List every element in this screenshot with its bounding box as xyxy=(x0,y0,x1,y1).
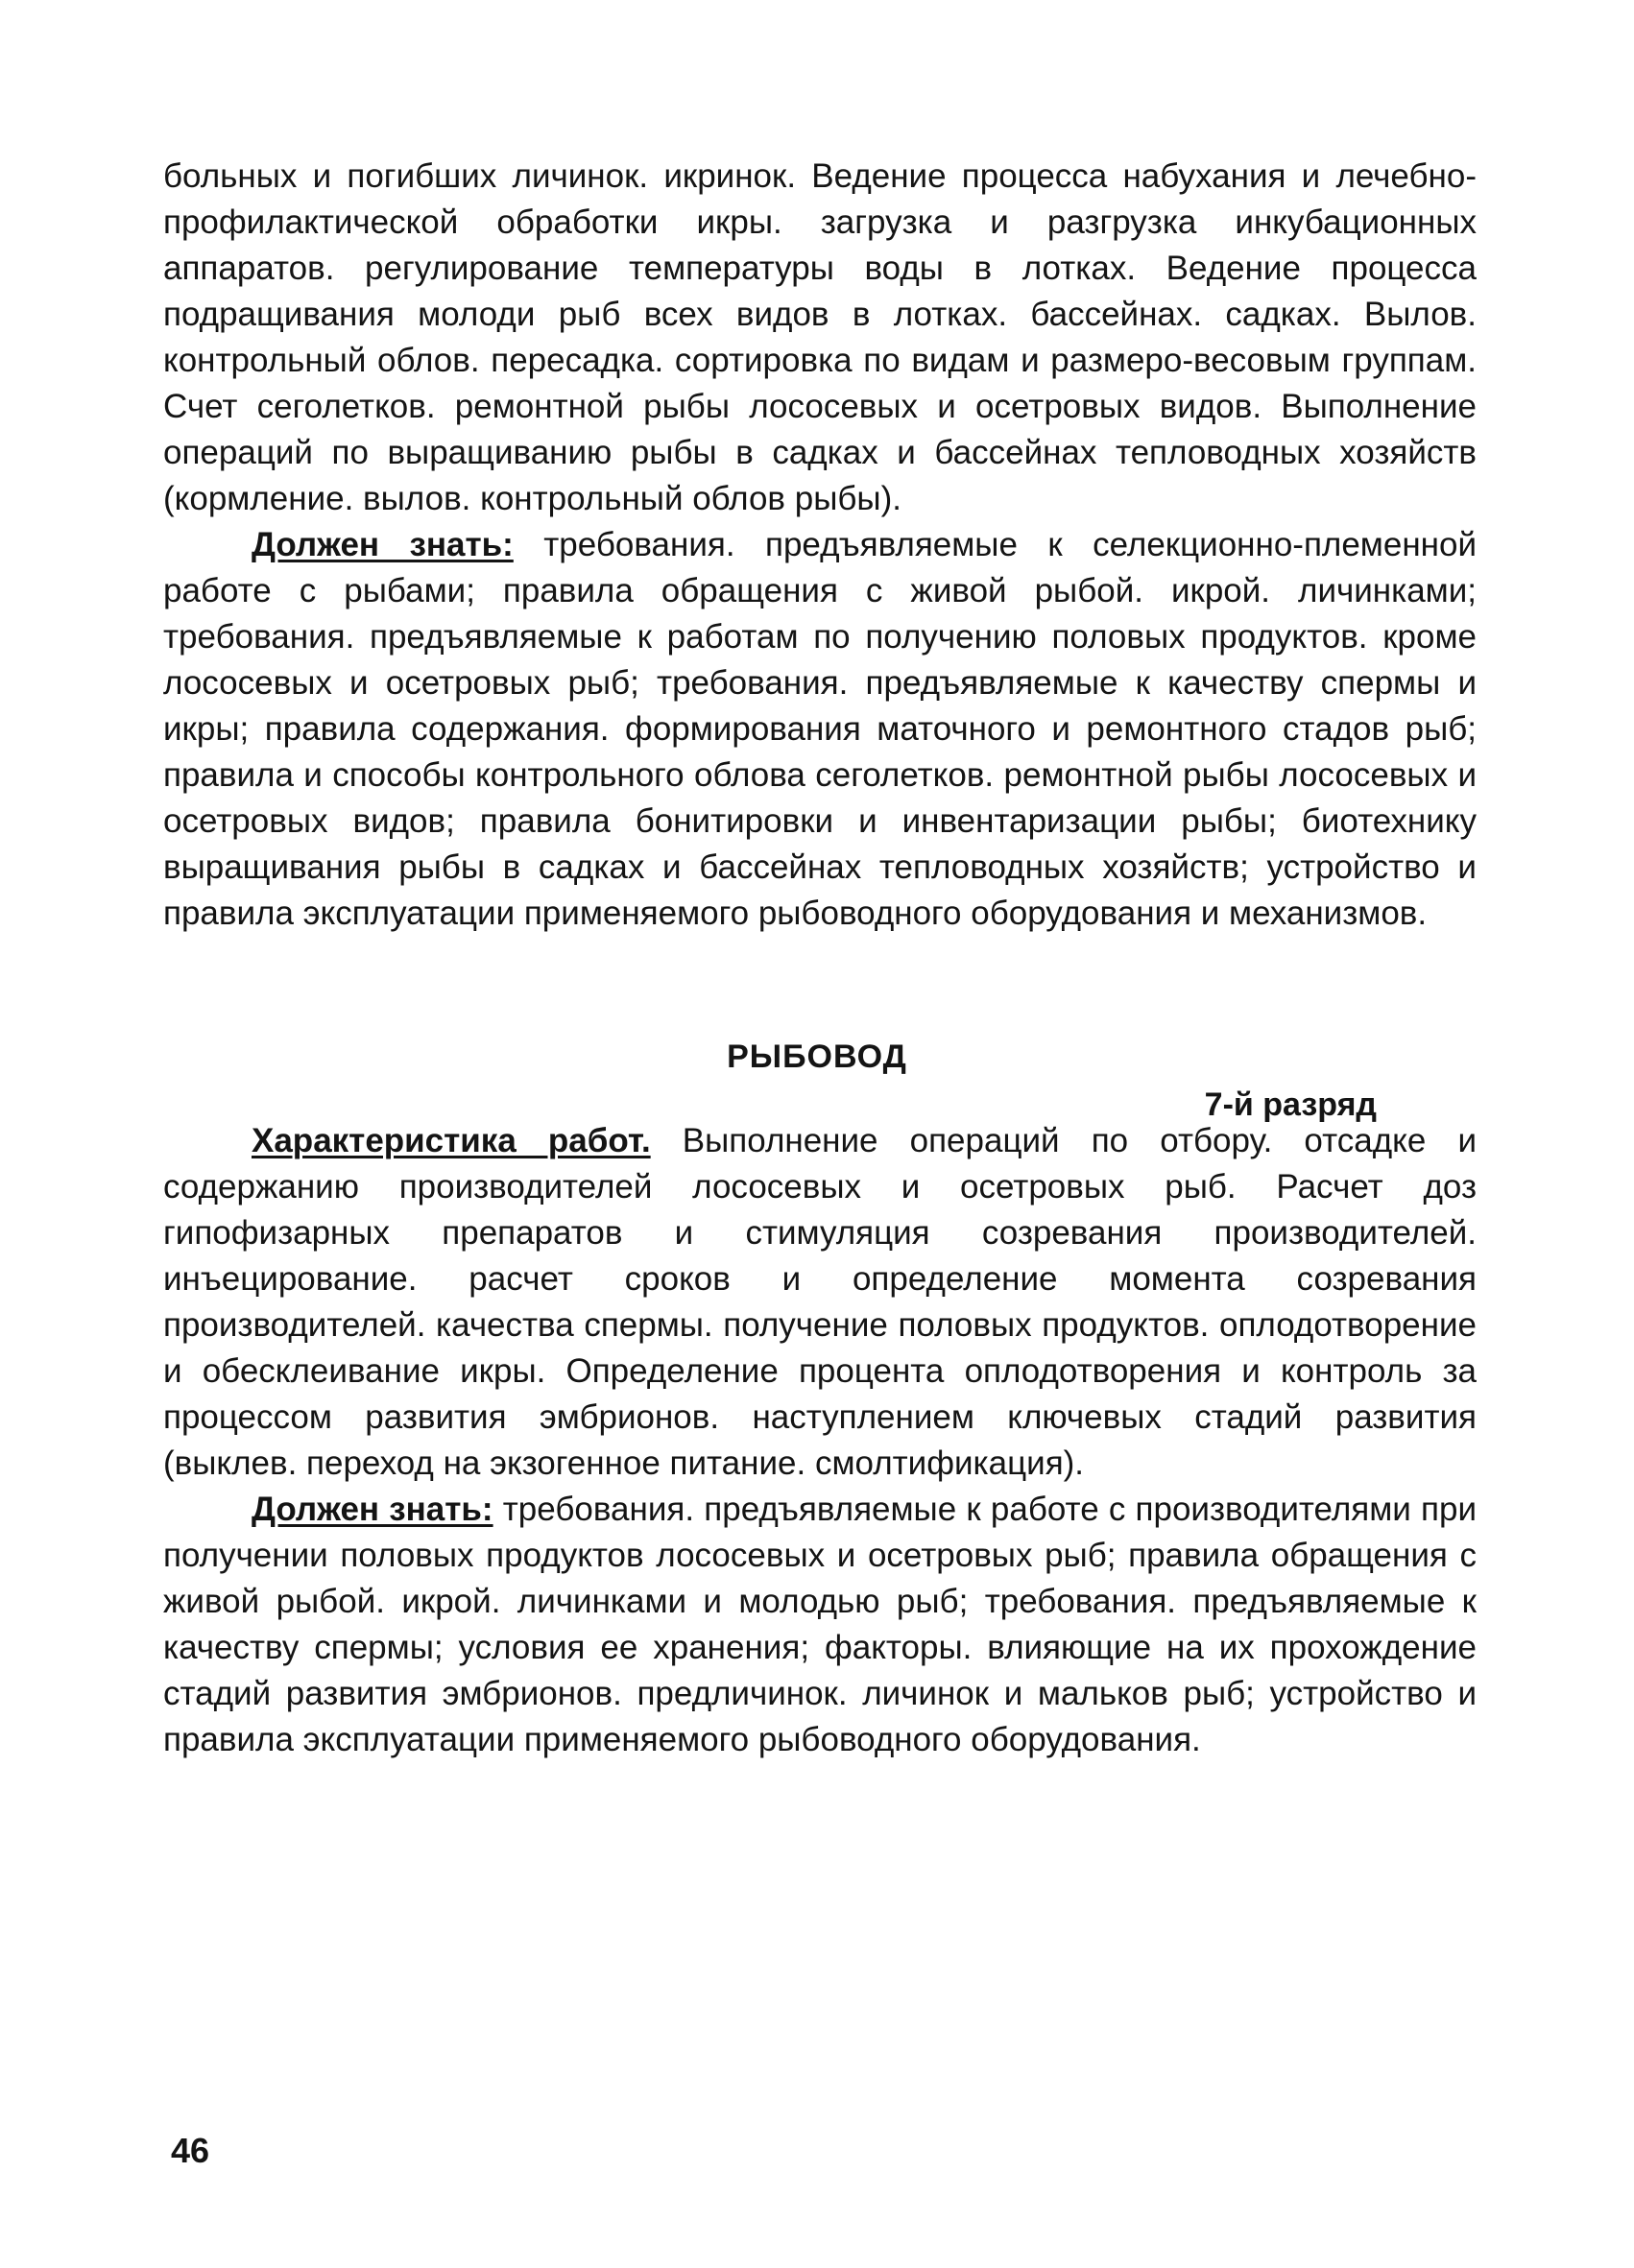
characteristics-label: Характеристика работ. xyxy=(252,1122,651,1159)
must-know-text-2: требования. предъявляемые к работе с производителями при получении половых продуктов лососевых и осетровых рыб; правила обращения с живой рыбой. икрой. личинками и молодью рыб; требования. предъявляемые к качеству спермы; условия ее хранения; факторы. влияющие на их прохождение стадий развития эмбрионов. предличинок. личинок и мальков рыб; устройство и правила эксплуатации применяемого рыбоводного оборудования. xyxy=(163,1491,1477,1758)
profession-title: РЫБОВОД xyxy=(727,1039,907,1075)
section-continuation xyxy=(163,154,1477,937)
section-grade-7 xyxy=(163,1118,1477,1763)
must-know-label: Должен знать: xyxy=(252,526,514,563)
page-number: 46 xyxy=(171,2131,210,2170)
characteristics-text: Выполнение операций по отбору. отсадке и содержанию производителей лососевых и осетровых рыб. Расчет доз гипофизарных препаратов и стимуляция созревания производителей. инъецирование. расчет сроков и определение момента созревания производителей. качества спермы. получение половых продуктов. оплодотворение и обесклеивание икры. Определение процента оплодотворения и контроль за процессом развития эмбрионов. наступлением ключевых стадий развития (выклев. переход на экзогенное питание. смолтификация). xyxy=(163,1122,1477,1482)
paragraph-duties-continued: больных и погибших личинок. икринок. Ведение процесса набухания и лечебно-профилактической обработки икры. загрузка и разгрузка инкубационных аппаратов. регулирование температуры воды в лотках. Ведение процесса подращивания молоди рыб всех видов в лотках. бассейнах. садках. Вылов. контрольный облов. пересадка. сортировка по видам и размеро-весовым группам. Счет сеголетков. ремонтной рыбы лососевых и осетровых видов. Выполнение операций по выращиванию рыбы в садках и бассейнах тепловодных хозяйств (кормление. вылов. контрольный облов рыбы). xyxy=(163,157,1477,517)
paragraph-characteristics xyxy=(163,1118,1477,1487)
paragraph-must-know-2 xyxy=(163,1487,1477,1763)
must-know-text: требования. предъявляемые к селекционно-племенной работе с рыбами; правила обращения с живой рыбой. икрой. личинками; требования. предъявляемые к работам по получению половых продуктов. кроме лососевых и осетровых рыб; требования. предъявляемые к качеству спермы и икры; правила содержания. формирования маточного и ремонтного стадов рыб; правила и способы контрольного облова сеголетков. ремонтной рыбы лососевых и осетровых видов; правила бонитировки и инвентаризации рыбы; биотехнику выращивания рыбы в садках и бассейнах тепловодных хозяйств; устройство и правила эксплуатации применяемого рыбоводного оборудования и механизмов. xyxy=(163,526,1477,932)
grade-label: 7-й разряд xyxy=(1204,1086,1377,1123)
must-know-label-2: Должен знать: xyxy=(252,1491,493,1528)
paragraph-must-know xyxy=(163,522,1477,937)
